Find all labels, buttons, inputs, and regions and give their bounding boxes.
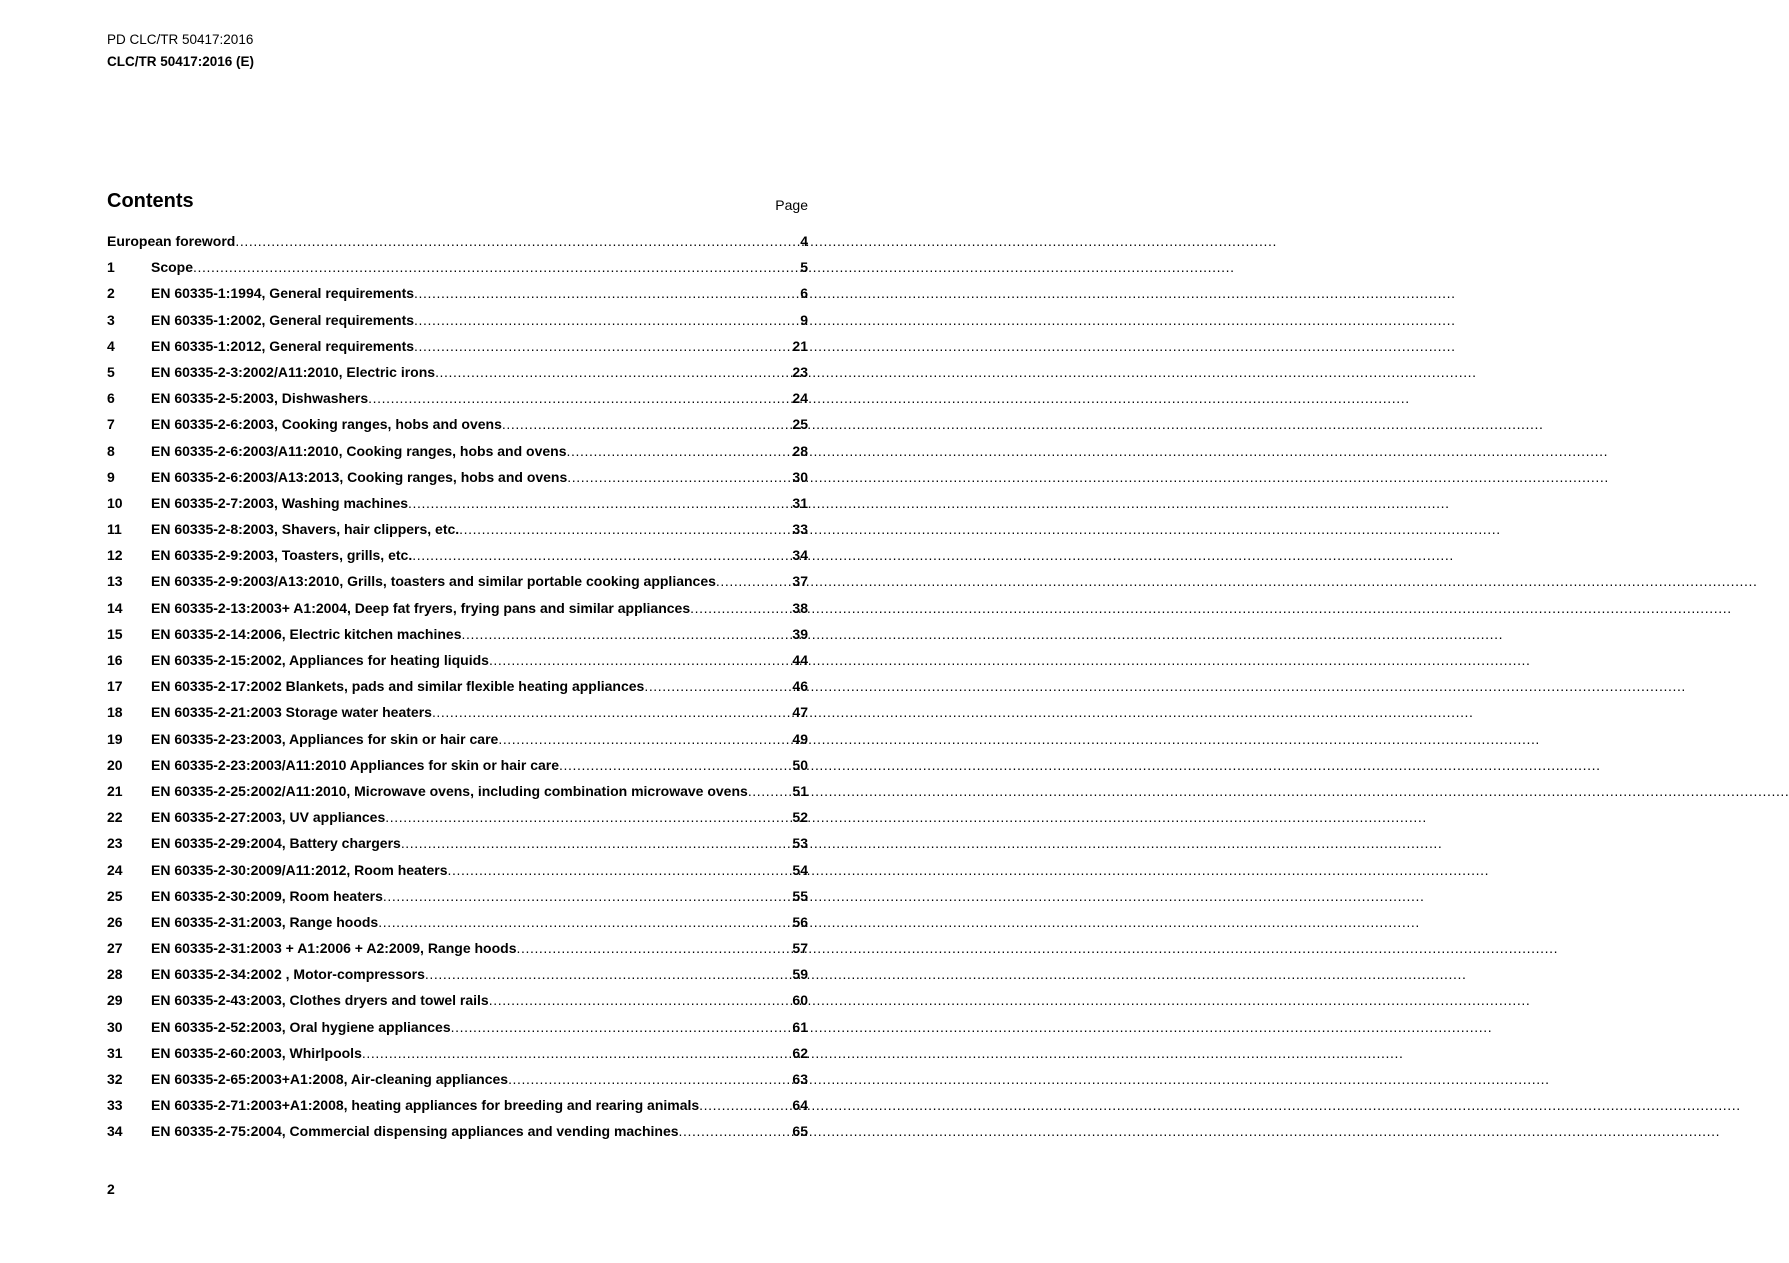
- toc-entry-title: EN 60335-2-25:2002/A11:2010, Microwave ovens, including combination microwave ovens: [151, 782, 748, 799]
- toc-entry-title: EN 60335-2-21:2003 Storage water heaters: [151, 704, 432, 721]
- toc-entry-title: EN 60335-2-23:2003, Appliances for skin or hair care: [151, 730, 499, 747]
- toc-entry-title: EN 60335-2-6:2003/A11:2010, Cooking ranges, hobs and ovens: [151, 442, 567, 459]
- toc-entry-page: 23: [792, 363, 808, 380]
- toc-entry-title: EN 60335-2-8:2003, Shavers, hair clippers, etc.: [151, 521, 460, 538]
- toc-dot-leader: [385, 809, 792, 825]
- toc-entry[interactable]: [107, 678, 808, 704]
- toc-entry-title: EN 60335-2-6:2003/A13:2013, Cooking ranges, hobs and ovens: [151, 468, 568, 485]
- toc-entry-number: 32: [107, 1071, 123, 1087]
- toc-dot-leader: [408, 495, 792, 511]
- toc-entry[interactable]: [107, 364, 808, 390]
- toc-entry[interactable]: [107, 835, 808, 861]
- toc-entry-title: EN 60335-2-9:2003, Toasters, grills, etc.: [151, 547, 413, 564]
- toc-entry-title: EN 60335-2-5:2003, Dishwashers: [151, 390, 369, 407]
- toc-dot-leader: [459, 521, 792, 537]
- toc-dot-leader: [489, 652, 792, 668]
- toc-entry-number: 12: [107, 547, 123, 564]
- toc-entry-number: 30: [107, 1018, 123, 1035]
- document-id-header: PD CLC/TR 50417:2016: [107, 32, 254, 47]
- table-of-contents: [107, 233, 808, 1150]
- toc-entry[interactable]: [107, 940, 808, 966]
- toc-entry-page: 64: [792, 1097, 808, 1114]
- toc-dot-leader: [448, 862, 793, 878]
- toc-dot-leader: [516, 940, 792, 956]
- toc-entry-title: EN 60335-2-75:2004, Commercial dispensing appliances and vending machines: [151, 1123, 679, 1140]
- toc-entry-title: EN 60335-1:2002, General requirements: [151, 311, 415, 328]
- toc-dot-leader: [559, 757, 792, 773]
- toc-entry-page: 57: [792, 940, 808, 957]
- toc-entry-page: 65: [792, 1123, 808, 1140]
- toc-entry-title: EN 60335-2-15:2002, Appliances for heating liquids: [151, 652, 489, 668]
- toc-entry[interactable]: [107, 390, 808, 416]
- toc-dot-leader: [679, 1123, 793, 1139]
- toc-entry-number: 11: [107, 521, 122, 538]
- toc-dot-leader: [414, 312, 800, 328]
- toc-entry-title: EN 60335-2-71:2003+A1:2008, heating appliances for breeding and rearing animals: [151, 1097, 700, 1114]
- toc-entry-title: EN 60335-2-9:2003/A13:2010, Grills, toasters and similar portable cooking appliances: [151, 573, 716, 590]
- toc-entry-page: 44: [792, 652, 808, 668]
- toc-entry-number: 27: [107, 940, 123, 957]
- toc-entry[interactable]: [107, 443, 808, 469]
- toc-entry-title: EN 60335-1:1994, General requirements: [151, 285, 415, 302]
- toc-entry-page: 6: [800, 285, 808, 302]
- toc-entry-title: EN 60335-2-23:2003/A11:2010 Appliances for skin or hair care: [151, 756, 560, 773]
- toc-entry[interactable]: [107, 416, 808, 442]
- toc-entry[interactable]: [107, 259, 808, 285]
- toc-entry-title: EN 60335-2-7:2003, Washing machines: [151, 494, 409, 511]
- toc-entry-page: 54: [792, 861, 808, 878]
- toc-entry-page: 53: [792, 835, 808, 852]
- toc-entry-page: 46: [792, 678, 808, 695]
- toc-dot-leader: [498, 731, 792, 747]
- document-id-subheader: CLC/TR 50417:2016 (E): [107, 54, 255, 69]
- toc-entry-title: EN 60335-2-13:2003+ A1:2004, Deep fat fryers, frying pans and similar appliances: [151, 599, 691, 616]
- toc-entry[interactable]: [107, 783, 808, 809]
- toc-entry[interactable]: [107, 809, 808, 835]
- toc-entry-number: 14: [107, 599, 123, 616]
- toc-entry-page: 51: [792, 782, 808, 799]
- toc-dot-leader: [502, 416, 793, 432]
- toc-entry-title: EN 60335-2-30:2009, Room heaters: [151, 887, 383, 904]
- toc-entry-page: 50: [792, 756, 808, 773]
- toc-dot-leader: [508, 1071, 792, 1087]
- toc-entry[interactable]: [107, 731, 808, 757]
- toc-entry-page: 38: [792, 599, 808, 616]
- toc-dot-leader: [368, 390, 792, 406]
- toc-entry[interactable]: [107, 1123, 808, 1149]
- toc-entry-number: 9: [107, 468, 115, 485]
- toc-entry-number: 22: [107, 809, 123, 826]
- toc-entry-page: 31: [792, 494, 808, 511]
- toc-entry[interactable]: [107, 312, 808, 338]
- toc-entry-number: 18: [107, 704, 123, 721]
- toc-entry-title: European foreword: [107, 233, 236, 249]
- toc-entry-page: 47: [792, 704, 808, 721]
- toc-entry[interactable]: [107, 495, 808, 521]
- toc-dot-leader: [748, 783, 793, 799]
- toc-entry[interactable]: [107, 757, 808, 783]
- toc-entry-title: EN 60335-2-43:2003, Clothes dryers and towel rails: [151, 992, 489, 1009]
- toc-entry[interactable]: [107, 1019, 808, 1045]
- toc-entry-title: EN 60335-2-14:2006, Electric kitchen machines: [151, 625, 462, 642]
- toc-entry-page: 49: [792, 730, 808, 747]
- toc-entry-number: 25: [107, 887, 123, 904]
- toc-entry-title: Scope: [151, 259, 194, 276]
- toc-entry-number: 3: [107, 311, 115, 328]
- toc-dot-leader: [489, 992, 793, 1008]
- toc-entry-page: 39: [792, 625, 808, 642]
- toc-entry[interactable]: [107, 600, 808, 626]
- toc-entry-number: 2: [107, 285, 115, 302]
- toc-dot-leader: [401, 835, 793, 851]
- toc-entry-page: 25: [792, 416, 808, 433]
- toc-entry-page: 30: [792, 468, 808, 485]
- toc-entry-page: 55: [792, 887, 808, 904]
- page-number: 2: [107, 1181, 115, 1197]
- toc-entry-page: 34: [792, 547, 808, 564]
- toc-entry-page: 37: [792, 573, 808, 590]
- toc-dot-leader: [362, 1045, 793, 1061]
- toc-entry[interactable]: [107, 573, 808, 599]
- toc-dot-leader: [567, 469, 792, 485]
- toc-entry-number: 31: [107, 1044, 123, 1061]
- toc-entry-page: 56: [792, 913, 808, 930]
- toc-entry[interactable]: [107, 233, 808, 259]
- toc-entry-page: 21: [792, 337, 808, 354]
- toc-entry-number: 4: [107, 337, 115, 354]
- toc-entry-number: 33: [107, 1097, 123, 1114]
- toc-entry-number: 16: [107, 652, 123, 668]
- toc-entry-title: EN 60335-2-29:2004, Battery chargers: [151, 835, 401, 852]
- toc-entry-title: EN 60335-1:2012, General requirements: [151, 337, 415, 354]
- toc-entry-page: 59: [792, 966, 808, 983]
- toc-dot-leader: [412, 547, 792, 563]
- toc-entry-number: 8: [107, 442, 115, 459]
- toc-entry-number: 28: [107, 966, 123, 983]
- toc-dot-leader: [644, 678, 792, 694]
- toc-entry-title: EN 60335-2-6:2003, Cooking ranges, hobs and ovens: [151, 416, 502, 433]
- toc-dot-leader: [378, 914, 792, 930]
- toc-entry-number: 34: [107, 1123, 123, 1140]
- toc-entry-page: 5: [800, 259, 808, 276]
- toc-entry-page: 33: [792, 521, 808, 538]
- toc-entry-title: EN 60335-2-3:2002/A11:2010, Electric irons: [151, 363, 436, 380]
- toc-entry-number: 17: [107, 678, 123, 695]
- toc-entry-page: 60: [792, 992, 808, 1009]
- toc-entry-title: EN 60335-2-31:2003 + A1:2006 + A2:2009, Range hoods: [151, 940, 517, 957]
- toc-entry-number: 1: [107, 259, 115, 276]
- toc-entry-title: EN 60335-2-52:2003, Oral hygiene appliances: [151, 1018, 451, 1035]
- toc-dot-leader: [451, 1019, 793, 1035]
- toc-entry-number: 29: [107, 992, 123, 1009]
- toc-entry[interactable]: [107, 992, 808, 1018]
- toc-entry[interactable]: [107, 1097, 808, 1123]
- toc-entry-number: 26: [107, 913, 123, 930]
- toc-dot-leader: [383, 888, 793, 904]
- toc-entry-number: 19: [107, 730, 123, 747]
- toc-dot-leader: [462, 626, 793, 642]
- toc-entry-number: 20: [107, 756, 123, 773]
- toc-entry-page: 4: [800, 233, 808, 249]
- toc-entry-title: EN 60335-2-34:2002 , Motor-compressors: [151, 966, 425, 983]
- toc-entry[interactable]: [107, 469, 808, 495]
- toc-entry[interactable]: [107, 652, 808, 678]
- toc-entry[interactable]: [107, 914, 808, 940]
- toc-entry-page: 63: [792, 1071, 808, 1087]
- toc-entry-page: 61: [792, 1018, 808, 1035]
- toc-entry-title: EN 60335-2-17:2002 Blankets, pads and similar flexible heating appliances: [151, 678, 645, 695]
- toc-entry-number: 5: [107, 363, 115, 380]
- toc-entry[interactable]: [107, 521, 808, 547]
- toc-dot-leader: [414, 285, 800, 301]
- toc-entry-number: 13: [107, 573, 123, 590]
- toc-entry[interactable]: [107, 862, 808, 888]
- toc-entry-title: EN 60335-2-27:2003, UV appliances: [151, 809, 386, 826]
- toc-dot-leader: [414, 338, 792, 354]
- toc-entry[interactable]: [107, 966, 808, 992]
- toc-entry[interactable]: [107, 285, 808, 311]
- toc-entry-title: EN 60335-2-60:2003, Whirlpools: [151, 1044, 362, 1061]
- toc-entry[interactable]: [107, 626, 808, 652]
- toc-entry[interactable]: [107, 1045, 808, 1071]
- toc-entry-number: 23: [107, 835, 123, 852]
- toc-entry[interactable]: [107, 704, 808, 730]
- toc-dot-leader: [690, 600, 792, 616]
- toc-entry-page: 52: [792, 809, 808, 826]
- toc-entry[interactable]: [107, 888, 808, 914]
- toc-dot-leader: [432, 704, 792, 720]
- toc-entry-page: 28: [792, 442, 808, 459]
- toc-dot-leader: [193, 259, 800, 275]
- toc-entry[interactable]: [107, 1071, 808, 1097]
- toc-dot-leader: [567, 443, 793, 459]
- toc-dot-leader: [716, 573, 793, 589]
- toc-dot-leader: [235, 233, 800, 249]
- toc-entry-number: 24: [107, 861, 123, 878]
- toc-entry-page: 62: [792, 1044, 808, 1061]
- toc-entry[interactable]: [107, 547, 808, 573]
- toc-dot-leader: [699, 1097, 792, 1113]
- page-column-label: Page: [775, 197, 808, 213]
- toc-dot-leader: [435, 364, 792, 380]
- toc-entry-page: 24: [792, 390, 808, 407]
- toc-entry-number: 10: [107, 494, 123, 511]
- toc-entry-title: EN 60335-2-30:2009/A11:2012, Room heaters: [151, 861, 448, 878]
- contents-title: Contents: [107, 190, 194, 212]
- toc-dot-leader: [425, 966, 793, 982]
- toc-entry-number: 15: [107, 625, 123, 642]
- toc-entry-page: 9: [800, 311, 808, 328]
- toc-entry[interactable]: [107, 338, 808, 364]
- toc-entry-number: 7: [107, 416, 115, 433]
- toc-entry-title: EN 60335-2-65:2003+A1:2008, Air-cleaning appliances: [151, 1071, 509, 1087]
- toc-entry-title: EN 60335-2-31:2003, Range hoods: [151, 913, 379, 930]
- toc-entry-number: 6: [107, 390, 115, 407]
- toc-entry-number: 21: [107, 782, 123, 799]
